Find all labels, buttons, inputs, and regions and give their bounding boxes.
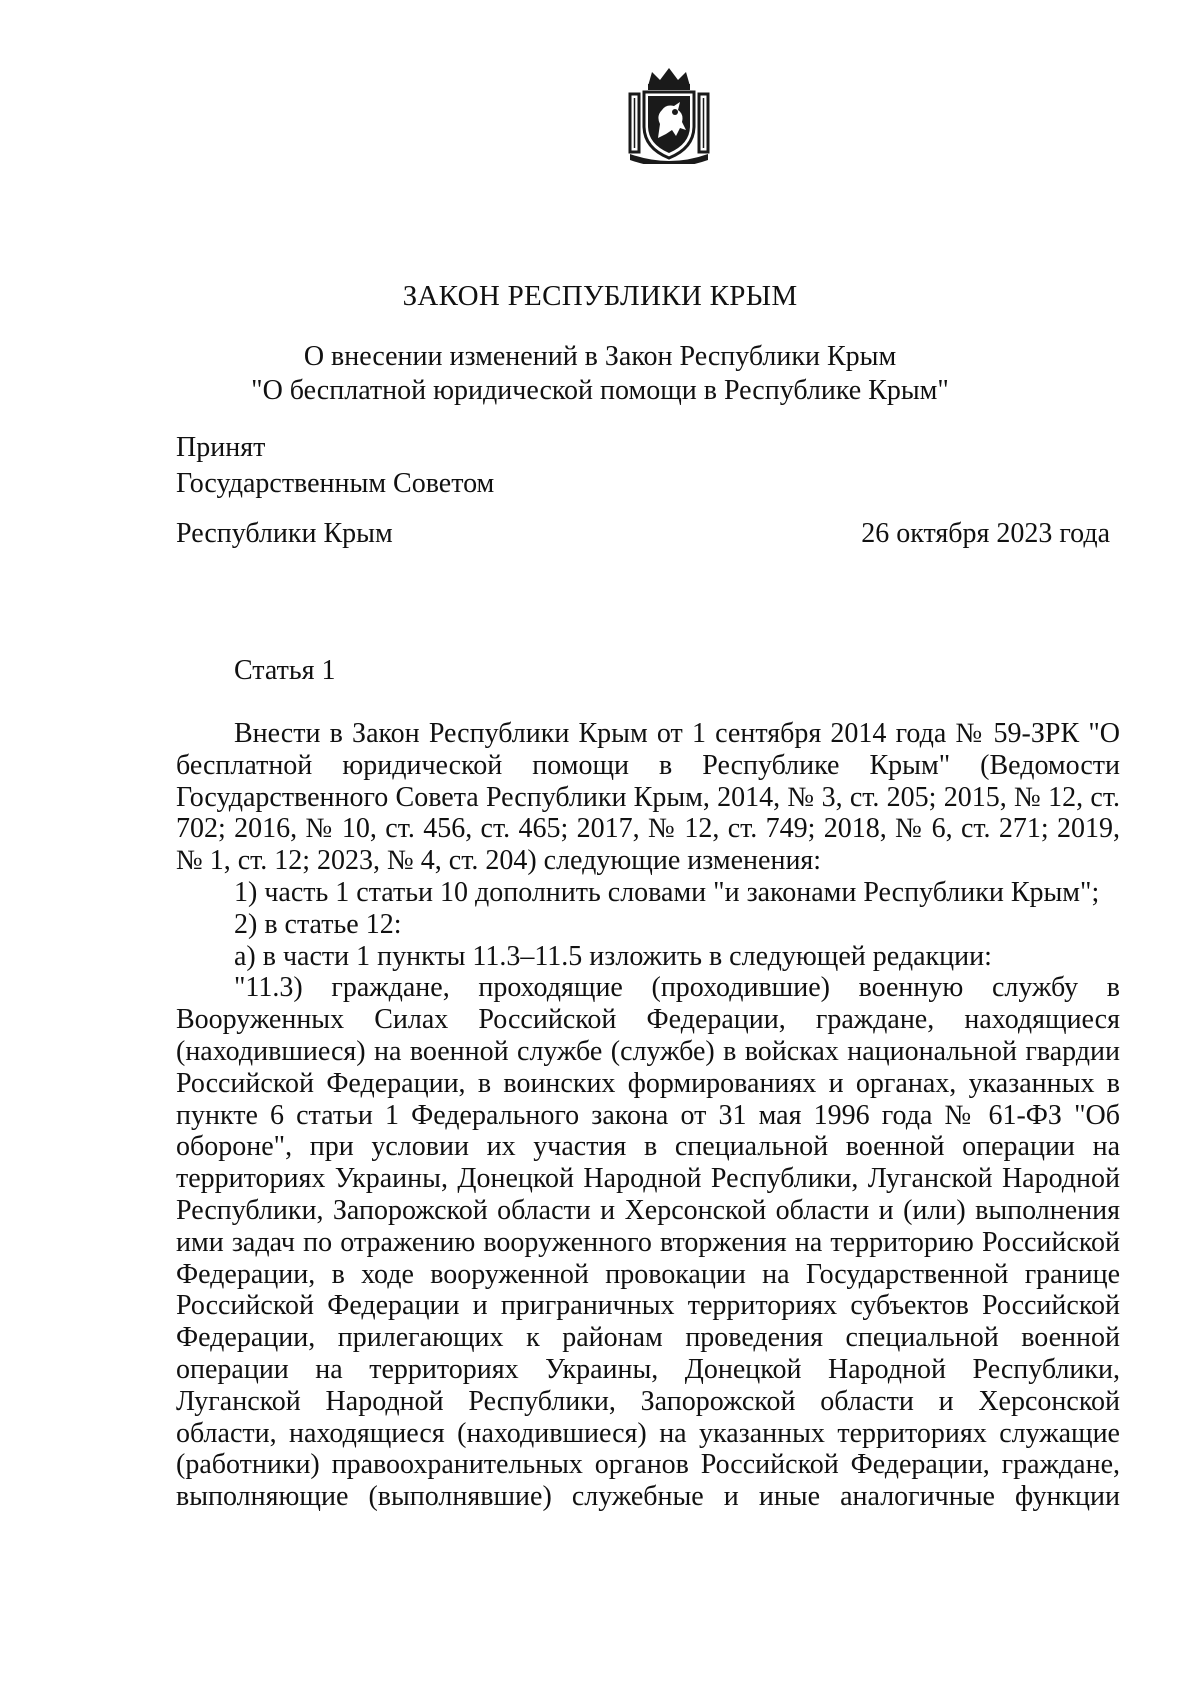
- article-paragraph: 2) в статье 12:: [234, 908, 402, 940]
- coat-of-arms-icon: [626, 64, 712, 164]
- law-subtitle: [0, 340, 1200, 408]
- article-paragraph: а) в части 1 пункты 11.3–11.5 изложить в следующей редакции:: [234, 940, 992, 972]
- adoption-line-2: Государственным Советом: [176, 468, 495, 499]
- article-heading: Статья 1: [234, 655, 336, 686]
- adoption-line-1: Принят: [176, 432, 266, 463]
- adoption-block: [176, 430, 494, 502]
- article-body: [176, 718, 1120, 1513]
- subtitle-line-1: О внесении изменений в Закон Республики Крым: [303, 341, 897, 372]
- adoption-date: 26 октября 2023 года: [861, 518, 1110, 549]
- law-title: ЗАКОН РЕСПУБЛИКИ КРЫМ: [402, 280, 798, 312]
- article-paragraph: 1) часть 1 статьи 10 дополнить словами "и законами Республики Крым";: [234, 876, 1100, 908]
- article-paragraph: Внести в Закон Республики Крым от 1 сентября 2014 года № 59-ЗРК "О бесплатной юридической помощи в Республике Крым" (Ведомости Государственного Совета Республики Крым, 2014, № 3, ст. 205; 2015, № 12, ст. 702; 2016, № 10, ст. 456, ст. 465; 2017, № 12, ст. 749; 2018, № 6, ст. 271; 2019, № 1, ст. 12; 2023, № 4, ст. 204) следующие изменения:: [176, 718, 1120, 877]
- subtitle-line-2: "О бесплатной юридической помощи в Республике Крым": [251, 375, 949, 406]
- article-paragraph: "11.3) граждане, проходящие (проходившие) военную службу в Вооруженных Силах Российской Федерации, граждане, находящиеся (находившиеся) на военной службе (службе) в войсках национальной гвардии Российской Федерации, в воинских формированиях и органах, указанных в пункте 6 статьи 1 Федерального закона от 31 мая 1996 года № 61-ФЗ "Об обороне", при условии их участия в специальной военной операции на территориях Украины, Донецкой Народной Республики, Луганской Народной Республики, Запорожской области и Херсонской области и (или) выполнения ими задач по отражению вооруженного вторжения на территорию Российской Федерации, в ходе вооруженной провокации на Государственной границе Российской Федерации и приграничных территориях субъектов Российской Федерации, прилегающих к районам проведения специальной военной операции на территориях Украины, Донецкой Народной Республики, Луганской Народной Республики, Запорожской области и Херсонской области, находящиеся (находившиеся) на указанных территориях служащие (работники) правоохранительных органов Российской Федерации, граждане, выполняющие (выполнявшие) служебные и иные аналогичные функции: [176, 972, 1120, 1513]
- adoption-line-3: Республики Крым: [176, 518, 393, 549]
